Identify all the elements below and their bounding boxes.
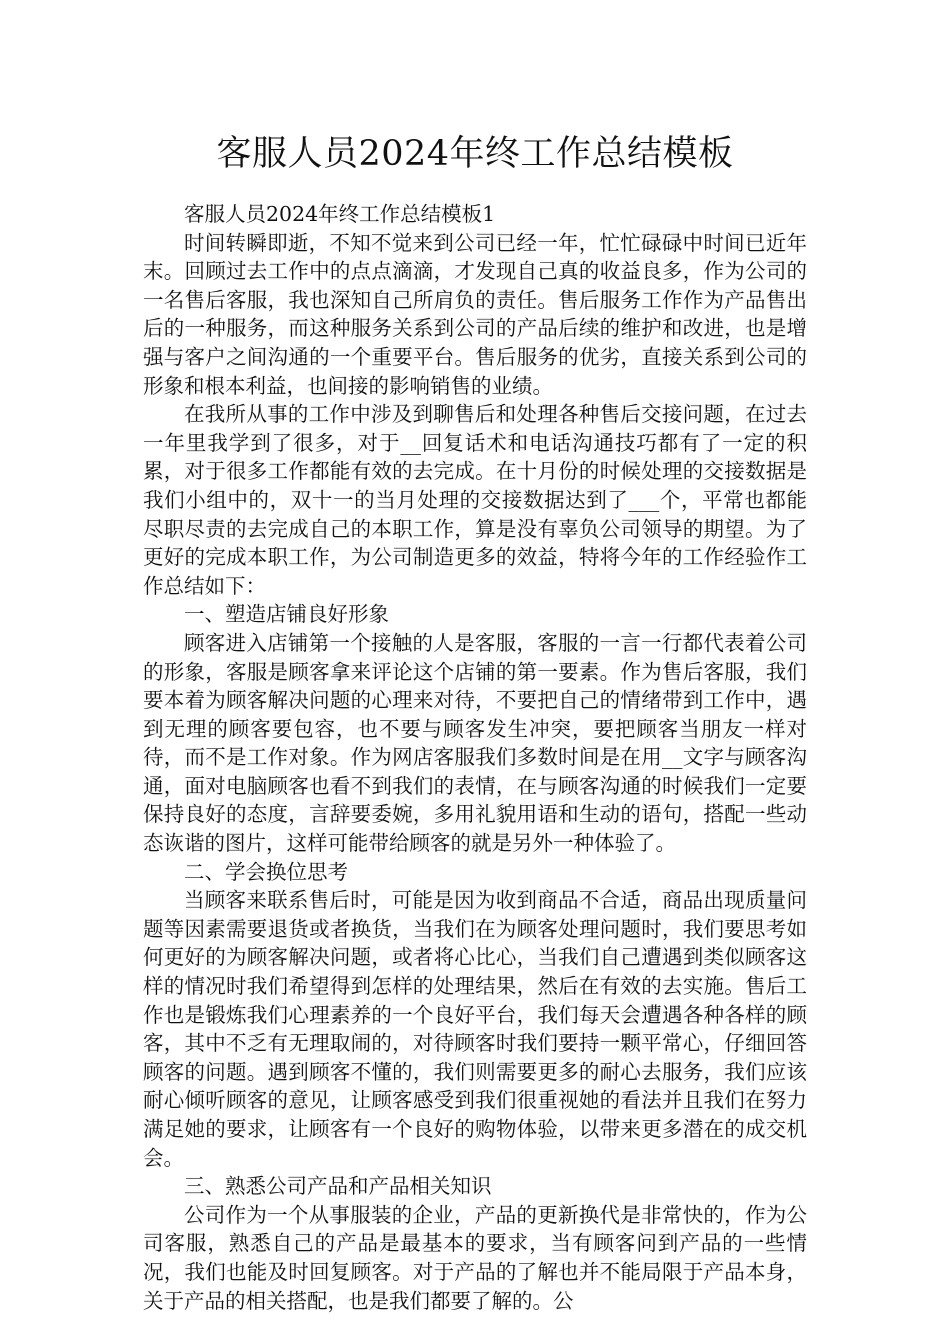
intro-paragraph-1: 时间转瞬即逝，不知不觉来到公司已经一年，忙忙碌碌中时间已近年末。回顾过去工作中的点点滴滴，才发现自己真的收益良多，作为公司的一名售后客服，我也深知自己所肩负的责任。售后服务工作作为产品售出后的一种服务，而这种服务关系到公司的产品后续的维护和改进，也是增强与客户之间沟通的一个重要平台。售后服务的优劣，直接关系到公司的形象和根本利益，也间接的影响销售的业绩。	[143, 230, 807, 398]
intro-paragraph-2: 在我所从事的工作中涉及到聊售后和处理各种售后交接问题，在过去一年里我学到了很多，对于__回复话术和电话沟通技巧都有了一定的积累，对于很多工作都能有效的去完成。在十月份的时候处理的交接数据是我们小组中的，双十一的当月处理的交接数据达到了___个，平常也都能尽职尽责的去完成自己的本职工作，算是没有辜负公司领导的期望。为了更好的完成本职工作，为公司制造更多的效益，特将今年的工作经验作工作总结如下：	[143, 402, 807, 598]
section-1-heading: 一、塑造店铺良好形象	[184, 602, 389, 627]
document-title: 客服人员2024年终工作总结模板	[216, 134, 734, 174]
section-3-paragraph: 公司作为一个从事服装的企业，产品的更新换代是非常快的，作为公司客服，熟悉自己的产品是最基本的要求，当有顾客问到产品的一些情况，我们也能及时回复顾客。对于产品的了解也并不能局限于产品本身，关于产品的相关搭配，也是我们都要了解的。公	[143, 1202, 807, 1313]
section-3-heading: 三、熟悉公司产品和产品相关知识	[184, 1174, 492, 1199]
document-subtitle: 客服人员2024年终工作总结模板1	[184, 202, 496, 226]
section-2-paragraph: 当顾客来联系售后时，可能是因为收到商品不合适，商品出现质量问题等因素需要退货或者换货，当我们在为顾客处理问题时，我们要思考如何更好的为顾客解决问题，或者将心比心，当我们自己遭遇到类似顾客这样的情况时我们希望得到怎样的处理结果，然后在有效的去实施。售后工作也是锻炼我们心理素养的一个良好平台，我们每天会遭遇各种各样的顾客，其中不乏有无理取闹的，对待顾客时我们要持一颗平常心，仔细回答顾客的问题。遇到顾客不懂的，我们则需要更多的耐心去服务，我们应该耐心倾听顾客的意见，让顾客感受到我们很重视她的看法并且我们在努力满足她的要求，让顾客有一个良好的购物体验，以带来更多潜在的成交机会。	[143, 888, 807, 1170]
document-page	[143, 0, 807, 1315]
section-2-heading: 二、学会换位思考	[184, 859, 348, 884]
document-body	[143, 200, 807, 1315]
section-1-paragraph: 顾客进入店铺第一个接触的人是客服，客服的一言一行都代表着公司的形象，客服是顾客拿来评论这个店铺的第一要素。作为售后客服，我们要本着为顾客解决问题的心理来对待，不要把自己的情绪带到工作中，遇到无理的顾客要包容，也不要与顾客发生冲突，要把顾客当朋友一样对待，而不是工作对象。作为网店客服我们多数时间是在用__文字与顾客沟通，面对电脑顾客也看不到我们的表情，在与顾客沟通的时候我们一定要保持良好的态度，言辞要委婉，多用礼貌用语和生动的语句，搭配一些动态诙谐的图片，这样可能带给顾客的就是另外一种体验了。	[143, 630, 807, 856]
